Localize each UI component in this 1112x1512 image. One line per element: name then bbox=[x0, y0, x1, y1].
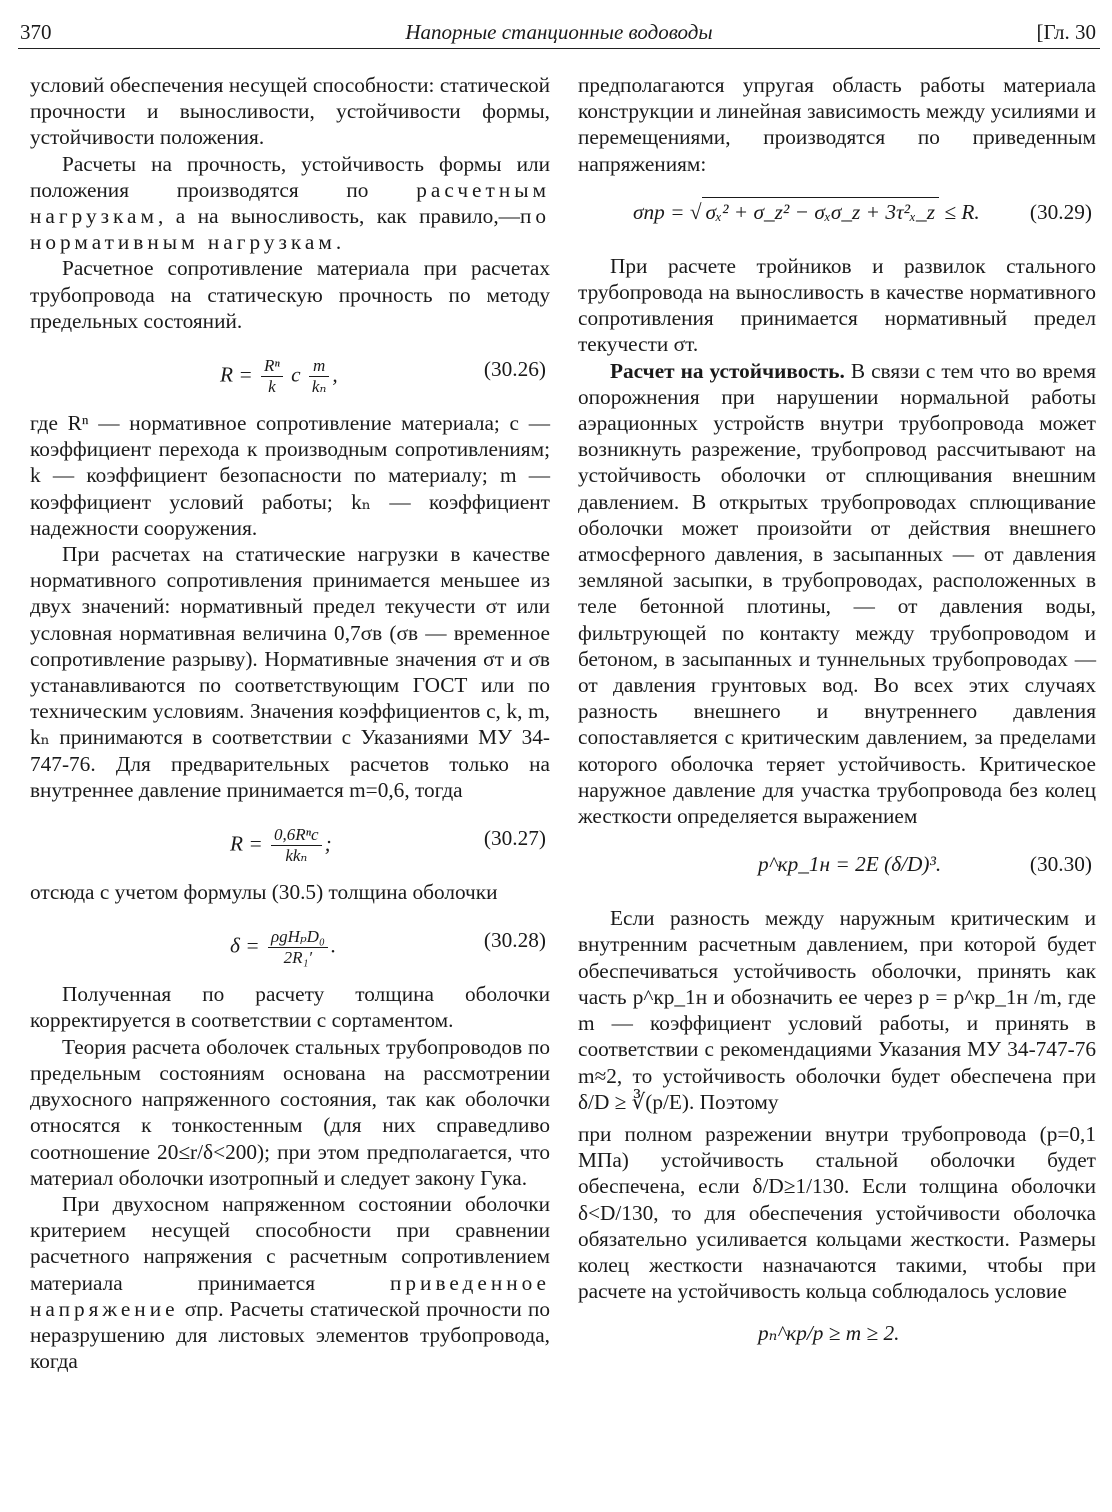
denominator: kkₙ bbox=[285, 846, 308, 866]
formula-tail: . bbox=[330, 933, 337, 958]
denominator: k bbox=[268, 377, 276, 397]
formula-30-29 bbox=[578, 185, 1096, 243]
paragraph: Полученная по расчету толщина оболочки корректируется в соответствии с сортаментом. bbox=[30, 982, 550, 1033]
formula-ring-condition bbox=[578, 1312, 1096, 1356]
text-run: Расчеты на прочность, устойчивость формы или положения производятся по bbox=[30, 151, 550, 202]
formula-expression: pₙ^кр/p ≥ m ≥ 2. bbox=[758, 1321, 900, 1346]
formula-tail: , bbox=[332, 362, 338, 387]
radicand: σₓ² + σ_z² − σₓσ_z + 3τ²ₓ_z bbox=[702, 197, 939, 224]
formula-tail: ; bbox=[324, 831, 332, 856]
equation-number: (30.29) bbox=[1029, 199, 1092, 224]
formula-factor: c bbox=[291, 362, 301, 387]
formula-lhs: σпр = bbox=[633, 199, 685, 224]
text-run: В связи с тем что во время опорожнения при нарушении нормальной работы аэрационных устройств внутри трубопровода может возникнуть разрежение, трубопровод рассчитывают на устойчивость оболочки от сплющивания внешним давлением. В открытых трубопроводах сплющивание оболочки может произойти от действия внешнего атмосферного давления, в засыпанных — от давления земляной засыпки, в трубопроводах, расположенных в теле бетонной плотины, — от давления воды, фильтрующей по контакту между трубопроводом и бетоном, в засыпанных и туннельных трубопроводах — от давления грунтовых вод. Во всех этих случаях разность внешнего и внутреннего давления сопоставляется с критическим давлением, за пределами которого оболочка теряет устойчивость. Критическое наружное давление для участка трубопровода без колец жесткости определяется выражением bbox=[578, 358, 1096, 829]
paragraph: При расчете тройников и развилок стального трубопровода на выносливость в качестве нормативного сопротивления принимается нормативный предел текучести σт. bbox=[578, 253, 1096, 357]
fraction bbox=[271, 825, 322, 866]
text-run: При двухосном напряженном состоянии оболочки критерием несущей способности при сравнении расчетного напряжения с расчетным сопротивлением материала принимается bbox=[30, 1191, 550, 1295]
paragraph: Теория расчета оболочек стальных трубопроводов по предельным состояниям основана на рассмотрении двухосного напряженного состояния, так как оболочки относятся к тонкостенным (для них справедливо соотношение 20≤r/δ<200); при этом предполагается, что материал оболочки изотропный и следует закону Гука. bbox=[30, 1034, 550, 1190]
spaced-term: по нормативным нагрузкам. bbox=[30, 204, 550, 255]
paragraph: условий обеспечения несущей способности: статической прочности и выносливости, устойчивости формы, устойчивости положения. bbox=[30, 73, 550, 150]
formula-30-30 bbox=[578, 837, 1096, 895]
paragraph: где Rⁿ — нормативное сопротивление материала; c — коэффициент перехода к производным сопротивлениям; k — коэффициент безопасности по материалу; m — коэффициент условий работы; kₙ — коэффициент надежности сооружения. bbox=[30, 411, 550, 540]
formula-30-26 bbox=[30, 342, 550, 400]
left-column bbox=[30, 72, 550, 1374]
text-run: σпр. Расчеты статической прочности по неразрушению для листовых элементов трубопровода, когда bbox=[30, 1296, 550, 1374]
equation-number: (30.30) bbox=[1029, 852, 1092, 877]
paragraph bbox=[30, 151, 550, 256]
running-title: Напорные станционные водоводы bbox=[405, 20, 713, 44]
fraction bbox=[261, 356, 283, 397]
formula-lhs: R = bbox=[220, 362, 253, 387]
paragraph: отсюда с учетом формулы (30.5) толщина оболочки bbox=[30, 880, 498, 905]
fraction bbox=[309, 356, 329, 397]
chapter-label: [Гл. 30 bbox=[1036, 20, 1096, 44]
paragraph: при полном разрежении внутри трубопровода (p=0,1 МПа) устойчивость стальной оболочки будет обеспечена, если δ/D≥1/130. Если толщина оболочки δ<D/130, то для обеспечения устойчивости оболочка обязательно усиливается кольцами жесткости. Размеры колец жесткости назначаются такими, чтобы при расчете на устойчивость кольца соблюдалось условие bbox=[578, 1121, 1096, 1304]
right-column bbox=[578, 72, 1096, 1366]
equation-number: (30.26) bbox=[483, 357, 546, 382]
formula-expression bbox=[633, 199, 980, 225]
formula-lhs: R = bbox=[230, 831, 263, 856]
equation-number: (30.28) bbox=[483, 928, 546, 953]
paragraph: предполагаются упругая область работы материала конструкции и линейная зависимость между усилиями и перемещениями, производятся по приведенным напряжениям: bbox=[578, 73, 1096, 176]
denominator: kₙ bbox=[311, 377, 327, 397]
formula-expression: p^кр_1н = 2E (δ/D)³. bbox=[758, 852, 942, 877]
formula-lhs: δ = bbox=[230, 933, 260, 958]
text-run: , а на выносливость, как правило,— bbox=[157, 204, 520, 229]
formula-rhs: ≤ R. bbox=[944, 199, 980, 224]
denominator: 2R₁′ bbox=[283, 948, 313, 968]
equation-number: (30.27) bbox=[483, 826, 546, 851]
numerator: Rⁿ bbox=[261, 356, 283, 377]
spaced-term: расчетным нагрузкам bbox=[30, 177, 550, 229]
page-header bbox=[18, 14, 1100, 49]
numerator: m bbox=[309, 356, 329, 377]
paragraph bbox=[30, 1191, 550, 1374]
formula-30-27 bbox=[30, 811, 550, 869]
paragraph: Если разность между наружным критическим и внутренним расчетным давлением, при которой будет обеспечиваться устойчивость оболочки, принять как часть p^кр_1н и обозначить ее через p = p^кр_1н /m, где m — коэффициент условий работы, и принять в соответствии с рекомендациями Указания МУ 34-747-76 m≈2, то устойчивость оболочки будет обеспечена при δ/D ≥ ∛(p/E). Поэтому bbox=[578, 906, 1096, 1114]
spaced-term: приведенное напряжение bbox=[30, 1270, 550, 1321]
page-number: 370 bbox=[20, 20, 52, 44]
formula-expression bbox=[230, 927, 336, 968]
formula-expression bbox=[220, 356, 338, 397]
paragraph: Расчетное сопротивление материала при расчетах трубопровода на статическую прочность по методу предельных состояний. bbox=[30, 256, 550, 333]
paragraph: При расчетах на статические нагрузки в качестве нормативного сопротивления принимается меньшее из двух значений: нормативный предел текучести σт или условная нормативная величина 0,7σв (σв — временное сопротивление разрыву). Нормативные значения σт и σв устанавливаются по соответствующим ГОСТ или по техническим условиям. Значения коэффициентов c, k, m, kₙ принимаются в соответствии с Указаниями МУ 34-747-76. Для предварительных расчетов только на внутреннее давление принимается m=0,6, тогда bbox=[30, 542, 550, 802]
numerator: 0,6Rⁿc bbox=[271, 825, 322, 846]
numerator: ρgHₚD₀ bbox=[268, 927, 328, 948]
section-heading: Расчет на устойчивость. bbox=[610, 358, 845, 383]
formula-30-28 bbox=[30, 913, 550, 971]
paragraph bbox=[578, 358, 1096, 830]
formula-expression bbox=[230, 825, 332, 866]
radical-sign: √ bbox=[689, 199, 702, 224]
fraction bbox=[268, 927, 328, 968]
